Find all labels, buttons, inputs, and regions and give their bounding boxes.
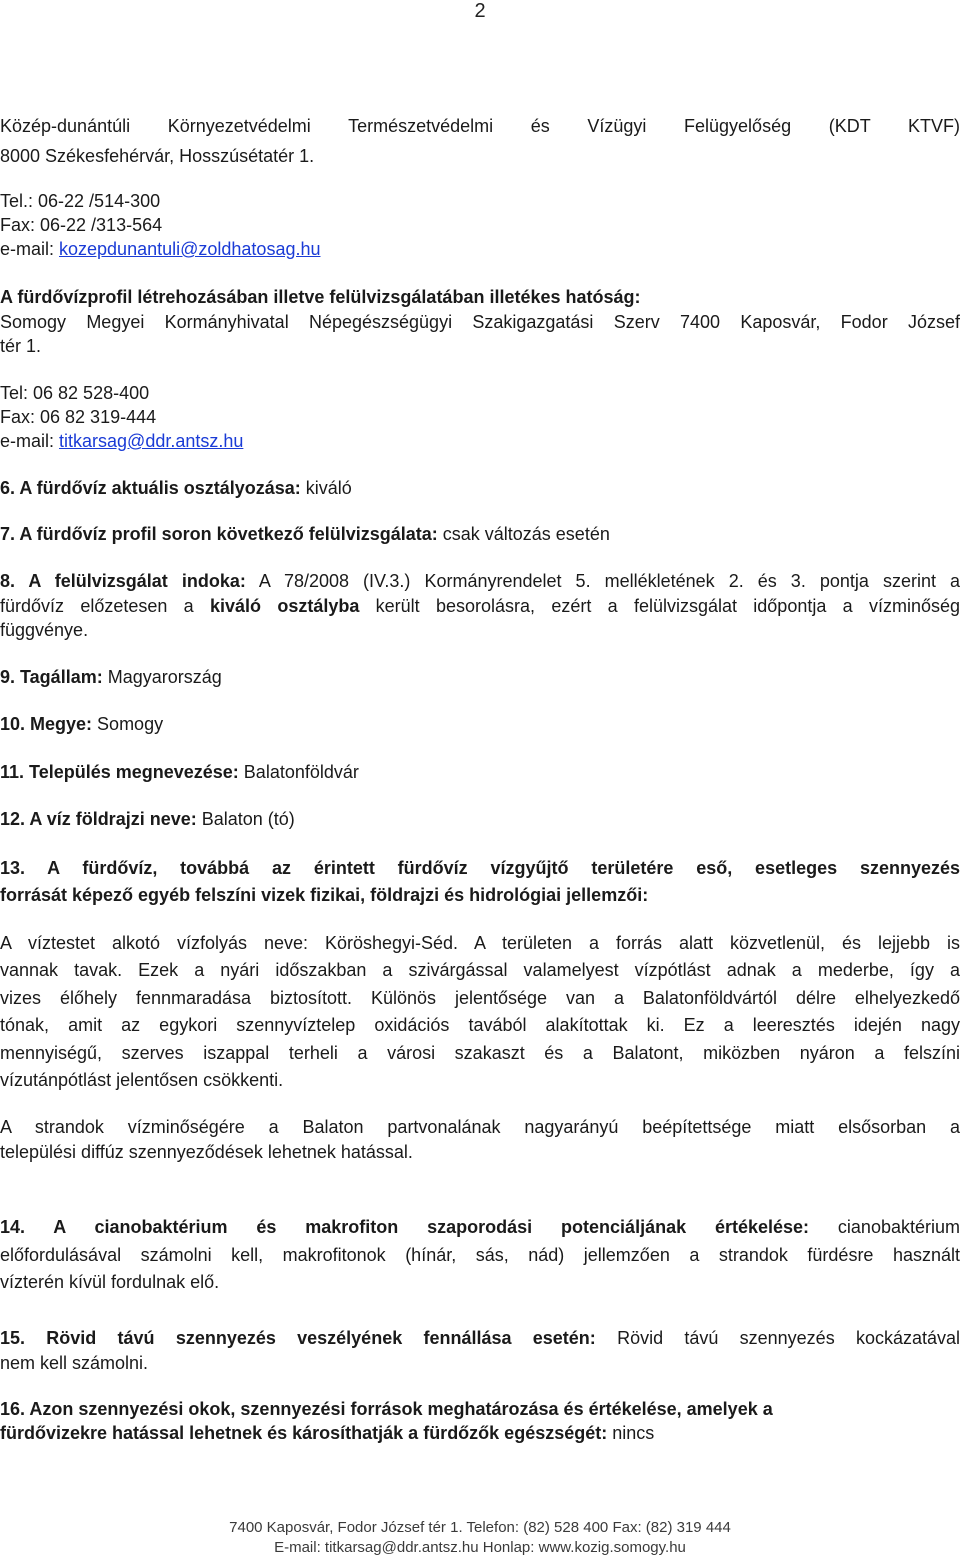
- authority-address: 8000 Székesfehérvár, Hosszúsétatér 1.: [0, 146, 315, 166]
- section-16-value: nincs: [607, 1423, 655, 1443]
- section-13-p2-line: A strandok vízminőségére a Balaton partvonalának nagyarányú beépítettsége miatt elsősorban a: [0, 1117, 960, 1137]
- section-8-text: került besorolásra, ezért a felülvizsgálat időpontja a vízminőség: [359, 596, 960, 616]
- section-11-value: Balatonföldvár: [238, 762, 359, 782]
- section-12-label: 12. A víz földrajzi neve:: [0, 809, 197, 829]
- section-16-line2: [0, 1421, 960, 1445]
- section-14-line2: előfordulásával számolni kell, makrofitonok (hínár, sás, nád) jellemzően a strandok fürdésre használt: [0, 1245, 960, 1265]
- section-10-label: 10. Megye:: [0, 714, 93, 734]
- authority-email-link[interactable]: kozepdunantuli@zoldhatosag.hu: [59, 239, 321, 259]
- section-13-p1-line: tónak, amit az egykori szennyvíztelep oxidációs tavából alakítottak ki. Ez a leeresztés idején nagy: [0, 1015, 960, 1035]
- section-12-value: Balaton (tó): [196, 809, 295, 829]
- section-8-label: 8. A felülvizsgálat indoka:: [0, 571, 246, 591]
- email-label: e-mail:: [0, 431, 60, 451]
- competent-email-row: [0, 429, 960, 453]
- authority-fax: Fax: 06-22 /313-564: [0, 215, 163, 235]
- section-11-label: 11. Település megnevezése:: [0, 762, 239, 782]
- section-13-p1-line: vannak tavak. Ezek a nyári időszakban a szivárgással valamelyest vízpótlást adnak a mederbe, így a: [0, 960, 960, 980]
- section-11: [0, 760, 960, 784]
- section-8-text: A 78/2008 (IV.3.) Kormányrendelet 5. mellékletének 2. és 3. pontja szerint a: [245, 571, 960, 591]
- section-10-value: Somogy: [92, 714, 164, 734]
- section-15-line2: nem kell számolni.: [0, 1353, 149, 1373]
- section-12: [0, 807, 960, 831]
- section-14-line3: vízterén kívül fordulnak elő.: [0, 1272, 220, 1292]
- competent-email-link[interactable]: titkarsag@ddr.antsz.hu: [59, 431, 244, 451]
- competent-line1: Somogy Megyei Kormányhivatal Népegészségügyi Szakigazgatási Szerv 7400 Kaposvár, Fodor József: [0, 312, 960, 332]
- section-14-line1: [0, 1215, 960, 1239]
- section-16-line1: 16. Azon szennyezési okok, szennyezési források meghatározása és értékelése, amelyek a: [0, 1399, 773, 1419]
- authority-name: Közép-dunántúli Környezetvédelmi Természetvédelmi és Vízügyi Felügyelőség (KDT KTVF): [0, 116, 960, 136]
- section-15-label: 15. Rövid távú szennyezés veszélyének fennállása esetén:: [0, 1328, 596, 1348]
- competent-line2: tér 1.: [0, 336, 42, 356]
- section-13-p1-line: vízutánpótlást jelentősen csökkenti.: [0, 1070, 284, 1090]
- section-6-value: kiváló: [300, 478, 352, 498]
- section-9-value: Magyarország: [102, 667, 222, 687]
- section-8-line2: [0, 594, 960, 618]
- authority-email-row: [0, 237, 960, 261]
- section-6-label: 6. A fürdővíz aktuális osztályozása:: [0, 478, 301, 498]
- footer-address: 7400 Kaposvár, Fodor József tér 1. Telefon: (82) 528 400 Fax: (82) 319 444: [229, 1519, 731, 1536]
- competent-fax: Fax: 06 82 319-444: [0, 407, 157, 427]
- section-13-p2-line: települési diffúz szennyeződések lehetnek hatással.: [0, 1142, 413, 1162]
- competent-tel: Tel: 06 82 528-400: [0, 383, 150, 403]
- section-9: [0, 665, 960, 689]
- section-14-text: cianobaktérium: [809, 1217, 960, 1237]
- section-6: [0, 476, 960, 500]
- section-13-heading-1: 13. A fürdővíz, továbbá az érintett fürdővíz vízgyűjtő területére eső, esetleges szennyezés: [0, 858, 960, 878]
- section-16-label: fürdővizekre hatással lehetnek és károsíthatják a fürdőzők egészségét:: [0, 1423, 608, 1443]
- section-14-label: 14. A cianobaktérium és makrofiton szaporodási potenciáljának értékelése:: [0, 1217, 810, 1237]
- section-7-label: 7. A fürdővíz profil soron következő felülvizsgálata:: [0, 524, 438, 544]
- section-15-text: Rövid távú szennyezés kockázatával: [595, 1328, 960, 1348]
- section-10: [0, 712, 960, 736]
- page-number: 2: [474, 0, 486, 22]
- email-label: e-mail:: [0, 239, 60, 259]
- footer-contact: E-mail: titkarsag@ddr.antsz.hu Honlap: www.kozig.somogy.hu: [274, 1539, 686, 1556]
- section-8-text: fürdővíz előzetesen a: [0, 596, 210, 616]
- section-8-line3: függvénye.: [0, 620, 89, 640]
- section-13-p1-line: mennyiségű, szerves iszappal terheli a városi szakaszt és a Balatont, miközben nyáron a felszíni: [0, 1043, 960, 1063]
- section-7-value: csak változás esetén: [437, 524, 610, 544]
- section-15-line1: [0, 1326, 960, 1350]
- section-8-line1: [0, 569, 960, 593]
- competent-heading: A fürdővízprofil létrehozásában illetve felülvizsgálatában illetékes hatóság:: [0, 287, 641, 307]
- section-7: [0, 522, 960, 546]
- section-13-heading-2: forrását képező egyéb felszíni vizek fizikai, földrajzi és hidrológiai jellemzői:: [0, 885, 649, 905]
- section-9-label: 9. Tagállam:: [0, 667, 103, 687]
- authority-tel: Tel.: 06-22 /514-300: [0, 191, 161, 211]
- section-13-p1-line: vizes élőhely fennmaradása biztosított. Különös jelentősége van a Balatonföldvártól délre elhelyezkedő: [0, 988, 960, 1008]
- section-8-emphasis: kiváló osztályba: [210, 596, 360, 616]
- section-13-p1-line: A víztestet alkotó vízfolyás neve: Köröshegyi-Séd. A területen a forrás alatt közvetlenül, és lejjebb is: [0, 933, 960, 953]
